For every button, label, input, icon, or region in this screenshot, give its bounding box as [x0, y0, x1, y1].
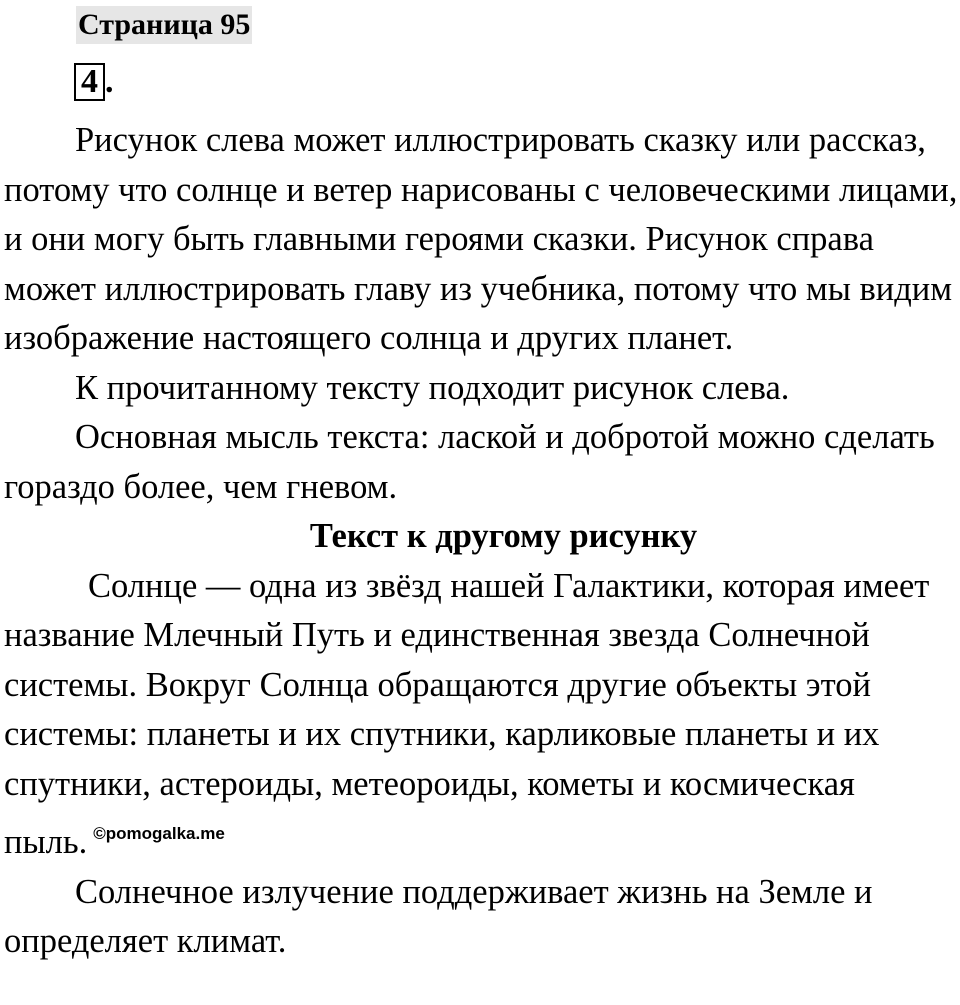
answer-text — [4, 116, 959, 967]
paragraph-solar-radiation: Солнечное излучение поддерживает жизнь на Земле и определяет климат. — [4, 872, 873, 960]
paragraph-sun-description — [4, 562, 959, 868]
task-number-suffix: . — [105, 63, 114, 100]
page-title: Страница 95 — [76, 6, 252, 44]
subheading-other-picture: Текст к другому рисунку — [309, 517, 698, 555]
task-number — [74, 62, 114, 102]
watermark: ©pomogalka.me — [93, 824, 225, 843]
paragraph-sun-text: Солнце — одна из звёзд нашей Галактики, которая имеет название Млечный Путь и единственная звезда Солнечной системы. Вокруг Солнца обращаются другие объекты этой системы: планеты и их спутники, карликовые планеты и их спутники, астероиды, метеороиды, кометы и космическая пыль. — [4, 566, 930, 861]
paragraph-main-idea: Основная мысль текста: лаской и добротой можно сделать гораздо более, чем гневом. — [4, 418, 935, 506]
paragraph-matching-picture: К прочитанному тексту подходит рисунок слева. — [75, 368, 790, 407]
paragraph-illustrations: Рисунок слева может иллюстрировать сказку или рассказ, потому что солнце и ветер нарисованы с человеческими лицами, и они могу быть главными героями сказки. Рисунок справа может иллюстрировать главу из учебника, потому что мы видим изображение настоящего солнца и других планет. — [4, 121, 958, 357]
task-number-box: 4 — [74, 63, 105, 101]
